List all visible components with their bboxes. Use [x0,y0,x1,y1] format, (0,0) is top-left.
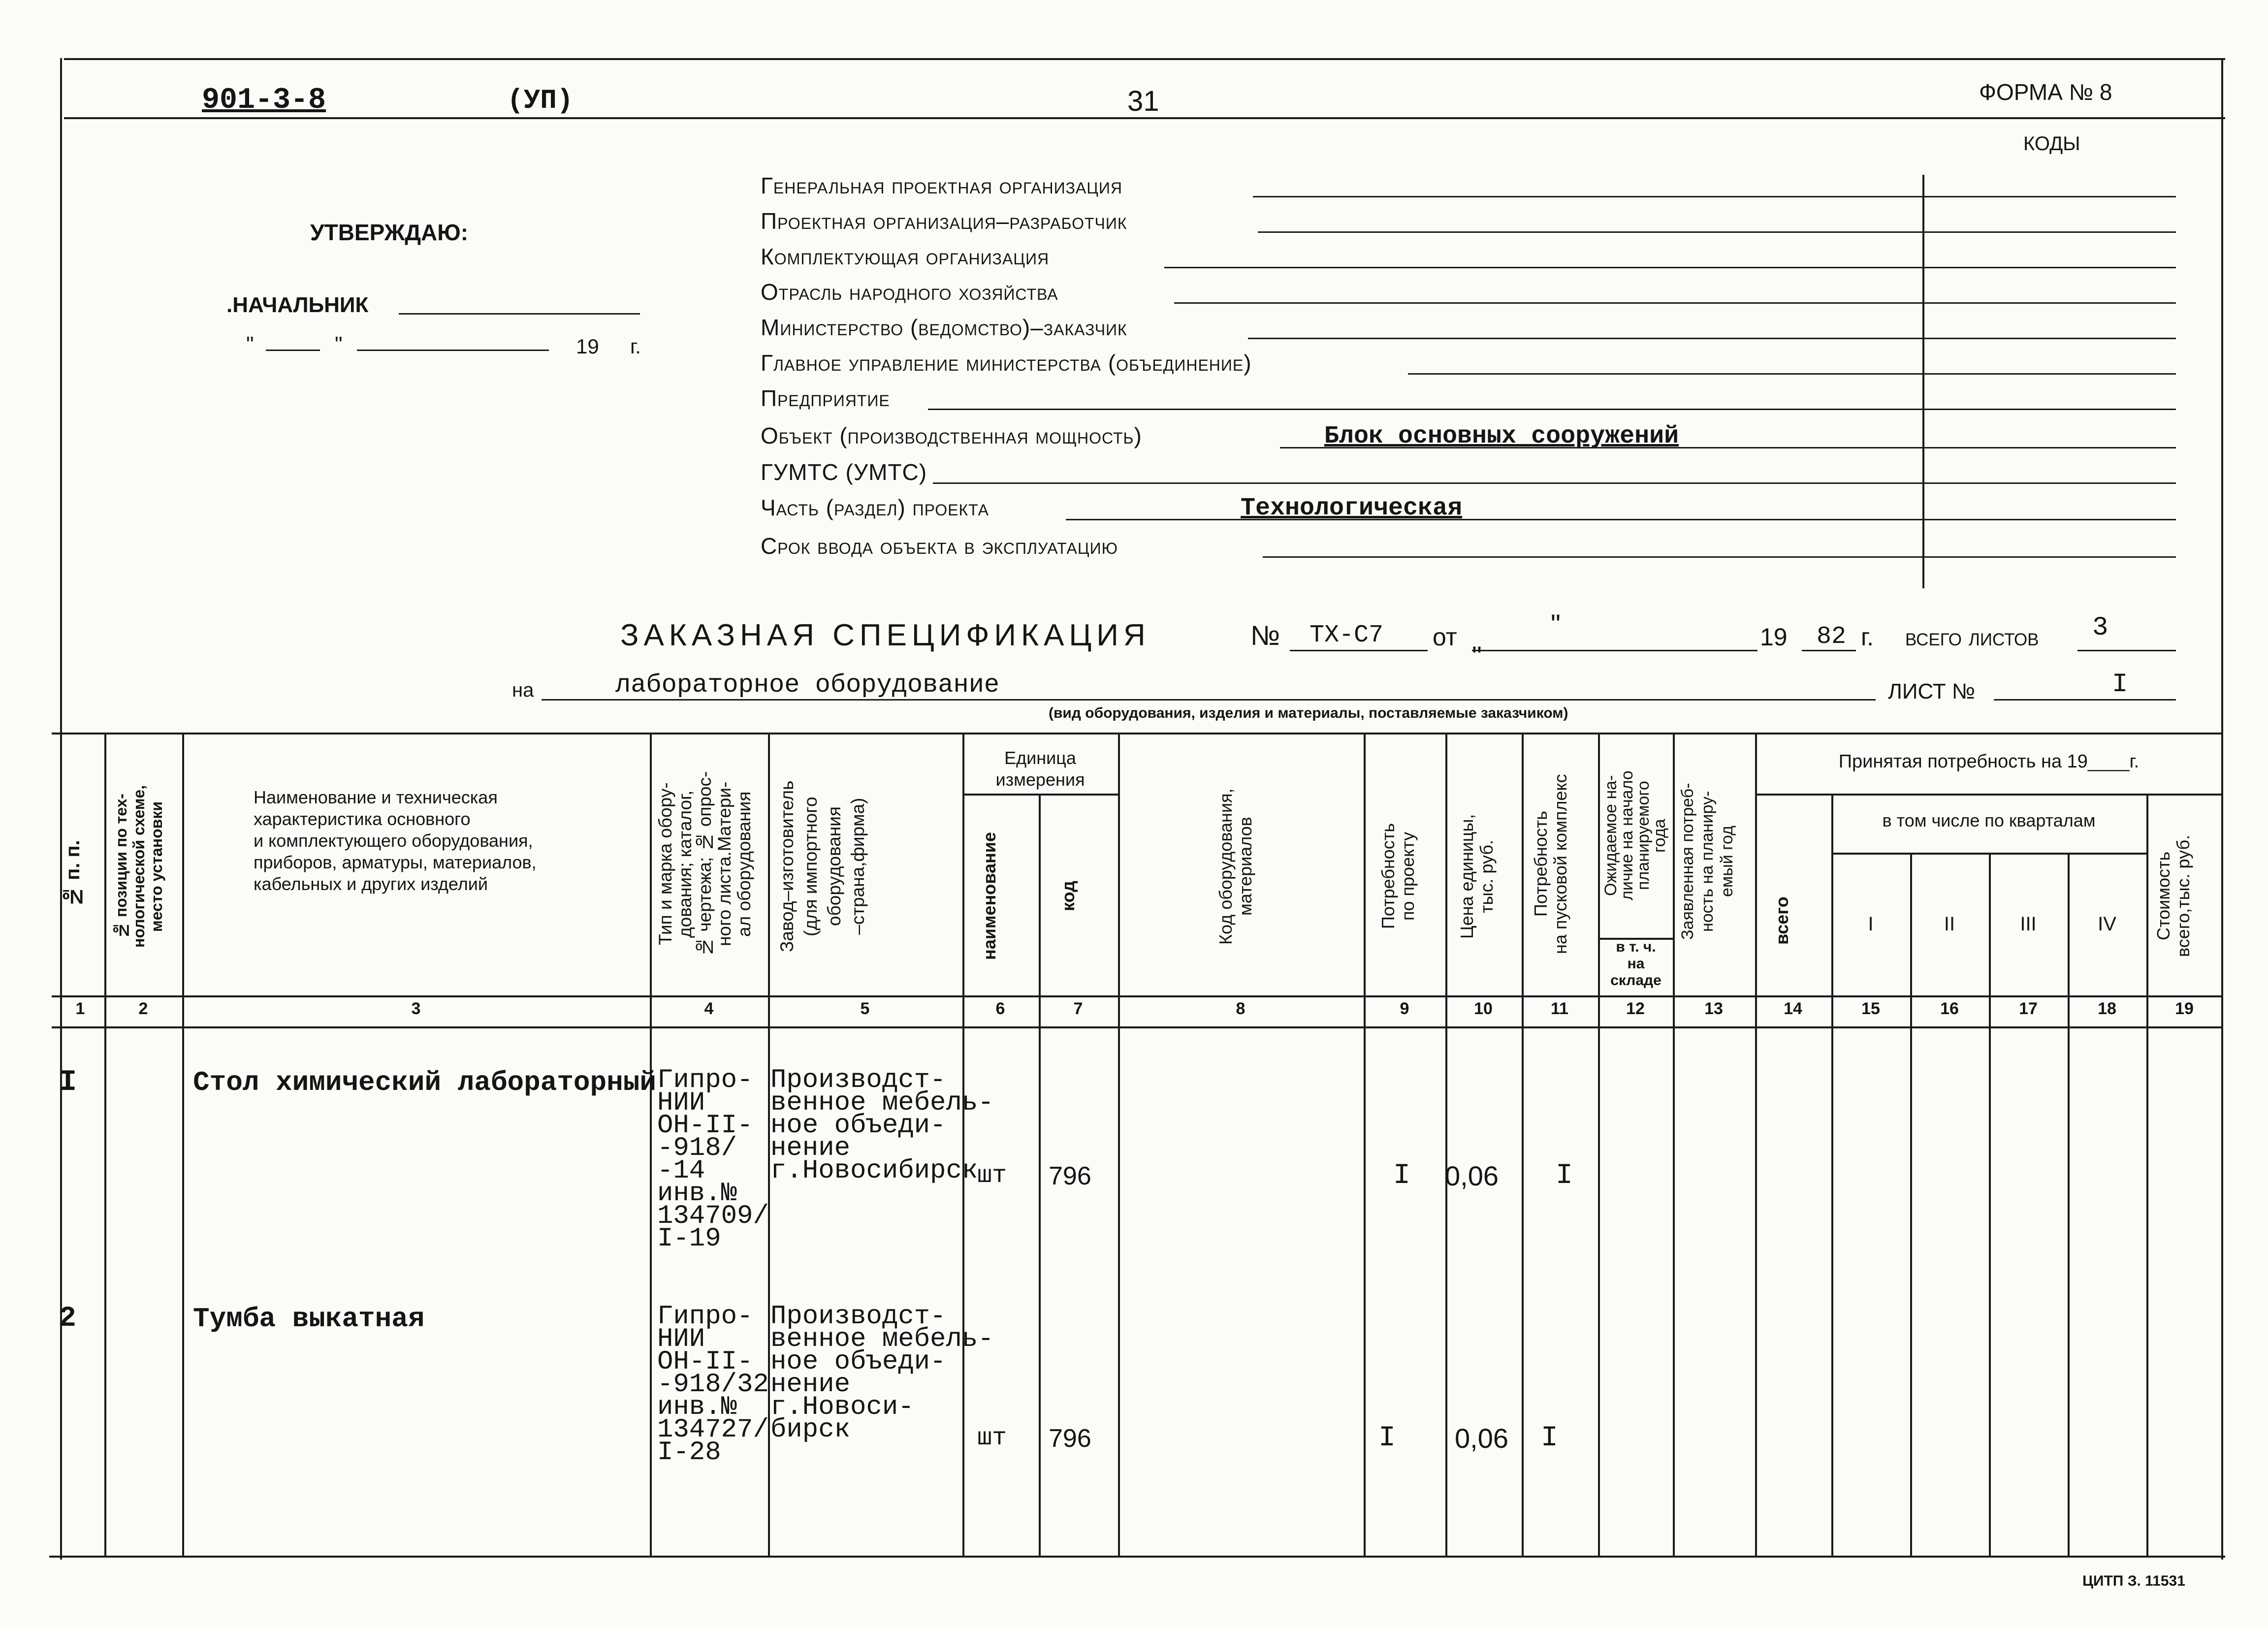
col-number: 14 [1784,999,1802,1018]
spec-sheet-line [1994,699,2176,701]
field-general-org-line [1253,196,2176,197]
col-number: 1 [75,999,85,1018]
field-enterprise-line [928,409,2176,410]
row2-code: 796 [1049,1424,1091,1453]
row2-name: Тумба выкатная [193,1303,425,1335]
volume-label: (УП) [507,85,574,116]
spec-title: ЗАКАЗНАЯ СПЕЦИФИКАЦИЯ [620,618,1150,652]
header-need-project: Потребность по проекту [1378,823,1418,929]
field-part-label: Часть (раздел) проекта [761,495,989,520]
col-number: 12 [1626,999,1645,1018]
field-developer-org-label: Проектная организация–разработчик [761,208,1127,234]
approve-title: УТВЕРЖДАЮ: [310,220,469,245]
date-year-suffix: г. [630,335,641,358]
col-number: 5 [860,999,870,1018]
row1-number: I [59,1066,77,1099]
row1-type: Гипро- НИИ ОН-II- -918/ -14 инв.№ 134709/ I-19 [657,1065,769,1254]
header-unit-code: код [1058,881,1078,911]
header-position: № позиции по тех- нологической схеме, место установки [112,785,165,948]
header-expected-stock: в т. ч. на складе [1610,939,1661,989]
row2-price: 0,06 [1455,1423,1508,1454]
field-object-line [1280,447,2176,448]
header-q4: IV [2098,913,2116,935]
header-unit-price: Цена единицы, тыс. руб. [1457,814,1497,939]
row2-need: I [1378,1422,1396,1454]
top-border [64,58,2225,60]
form-number: ФОРМА № 8 [1979,79,2112,105]
field-part-line [1066,519,2176,520]
col-divider [650,733,652,1556]
date-month-line [357,350,549,351]
col-number: 4 [704,999,714,1018]
row2-maker: Производст- венное мебель- ное объеди- нение г.Новоси- бирск [770,1302,994,1445]
row1-need: I [1393,1160,1410,1192]
col-number: 16 [1940,999,1959,1018]
spec-year-prefix: 19 [1760,623,1788,651]
row1-price: 0,06 [1445,1160,1499,1191]
row1-maker: Производст- венное мебель- ное объеди- нение г.Новосибирск [770,1065,994,1186]
header-type: Тип и марка обору- дования; каталог, № чертежа; № опрос- ного листа.Матери- ал оборудования [655,771,754,957]
spec-number-label: № [1250,620,1280,651]
spec-quote-close: " [1472,640,1482,671]
field-industry-line [1174,302,2176,304]
page-number: 31 [1127,85,1159,117]
header-unit-group: Единица измерения [995,748,1085,790]
col-divider [2068,853,2070,1556]
field-commission-label: Срок ввода объекта в эксплуатацию [761,533,1118,559]
field-supply-org-line [1164,267,2176,268]
field-main-dept-label: Главное управление министерства (объединение) [761,350,1252,376]
field-object-value: Блок основных сооружений [1324,422,1679,450]
spec-year-value: 82 [1817,623,1847,651]
col-divider [1910,853,1912,1556]
date-day-line [266,350,320,351]
spec-sheet-value: I [2112,670,2128,700]
row2-number: 2 [59,1303,76,1335]
header-expected: Ожидаемое на- личие на начало планируемого года [1601,770,1669,901]
date-quote-open: " [246,332,254,356]
col-number: 19 [2175,999,2194,1018]
header-q3: III [2020,913,2037,935]
field-ministry-line [1248,338,2176,339]
row1-name: Стол химический лабораторный [193,1067,656,1098]
col-number: 2 [138,999,148,1018]
field-main-dept-line [1408,373,2176,375]
date-quote-close: " [335,332,343,356]
field-commission-line [1263,556,2176,558]
col-divider [1445,733,1447,1556]
spec-on-value: лабораторное оборудование [615,670,1000,700]
row1-code: 796 [1049,1162,1091,1190]
spec-on-line [542,699,1876,701]
col-divider [1755,733,1757,1556]
header-row-number: № п. п. [62,840,84,908]
header-maker: Завод–изготовитель (для импортного оборудования –страна,фирма) [777,780,868,953]
field-industry-label: Отрасль народного хозяйства [761,279,1058,305]
spec-total-line [2077,650,2176,651]
header-q1: I [1868,913,1874,935]
spec-total-label: всего листов [1905,623,2039,651]
field-object-label: Объект (производственная мощность) [761,423,1142,448]
col-divider [1598,733,1600,1556]
table-colnum-bottom [52,1026,2223,1028]
header-q2: II [1944,913,1955,935]
col-number: 11 [1551,999,1568,1018]
spec-number-value: ТХ-С7 [1310,621,1384,649]
codes-label: КОДЫ [2023,133,2080,155]
header-name: Наименование и техническая характеристика основного и комплектующего оборудования, приборов, арматуры, материалов, кабельных и других изделий [254,787,537,894]
col-number: 18 [2098,999,2116,1018]
header-equip-code: Код оборудования, материалов [1215,788,1255,945]
spec-on-label: на [512,679,534,701]
header-accepted: Принятая потребность на 19____г. [1838,751,2140,772]
col-divider [1989,853,1991,1556]
col-divider [1118,733,1120,1556]
spec-year-line [1802,650,1856,651]
col-divider [1364,733,1366,1556]
col-number: 10 [1474,999,1493,1018]
footer-stamp: ЦИТП З. 11531 [2082,1573,2185,1589]
header-cost: Стоимость всего,тыс. руб. [2153,834,2193,958]
header-total: всего [1772,896,1792,945]
spec-quote-open: " [1551,608,1561,639]
field-ministry-label: Министерство (ведомство)–заказчик [761,315,1127,340]
spec-from-label: от [1433,623,1457,651]
doc-code: 901-3-8 [202,84,326,117]
row1-launch: I [1556,1160,1573,1192]
col-number: 17 [2019,999,2038,1018]
codes-divider [1922,175,1924,588]
spec-sheet-label: ЛИСТ № [1888,679,1976,703]
col-divider [104,733,106,1556]
col-number: 6 [995,999,1005,1018]
col-divider [1673,733,1675,1556]
table-header-bottom [52,995,2223,997]
table-top-border [52,733,2223,734]
col-number: 9 [1400,999,1409,1018]
chief-label: .НАЧАЛЬНИК [226,293,369,317]
right-border [2221,58,2223,1560]
col-number: 15 [1861,999,1880,1018]
col-number: 8 [1236,999,1246,1018]
spec-number-line [1290,650,1428,651]
row2-launch: I [1541,1422,1558,1454]
table-bottom-border [49,1556,2225,1558]
spec-date-line [1472,650,1757,651]
field-part-value: Технологическая [1241,494,1463,522]
field-gumts-line [933,482,2176,484]
header-quarters: в том числе по кварталам [1882,810,2096,830]
col-number: 13 [1704,999,1723,1018]
header-unit-name: наименование [979,832,999,960]
top-rule [64,117,2225,119]
accepted-rule [1755,794,2223,796]
col-divider [2146,794,2148,1556]
col-divider [182,733,184,1556]
col-divider [1522,733,1524,1556]
field-gumts-label: ГУМТС (УМТС) [761,459,927,485]
spec-on-caption: (вид оборудования, изделия и материалы, поставляемые заказчиком) [1049,705,1568,721]
spec-year-g: г. [1861,623,1874,651]
field-developer-org-line [1258,231,2176,233]
field-supply-org-label: Комплектующая организация [761,244,1050,269]
field-general-org-label: Генеральная проектная организация [761,173,1123,198]
spec-total-value: 3 [2092,613,2108,643]
col-divider [1039,794,1041,1556]
row1-unit: шт [977,1162,1007,1190]
col-number: 3 [411,999,421,1018]
col-number: 7 [1073,999,1083,1018]
col-divider [1831,794,1833,1556]
header-declared: Заявленная потреб- ность на планиру- емый год [1678,783,1736,940]
row2-type: Гипро- НИИ ОН-II- -918/32 инв.№ 134727/ I-28 [657,1302,769,1468]
chief-signature-line [399,313,640,315]
field-enterprise-label: Предприятие [761,385,890,411]
row2-unit: шт [977,1424,1007,1452]
date-year-prefix: 19 [576,335,599,358]
header-need-launch: Потребность на пусковой комплекс [1531,774,1570,954]
